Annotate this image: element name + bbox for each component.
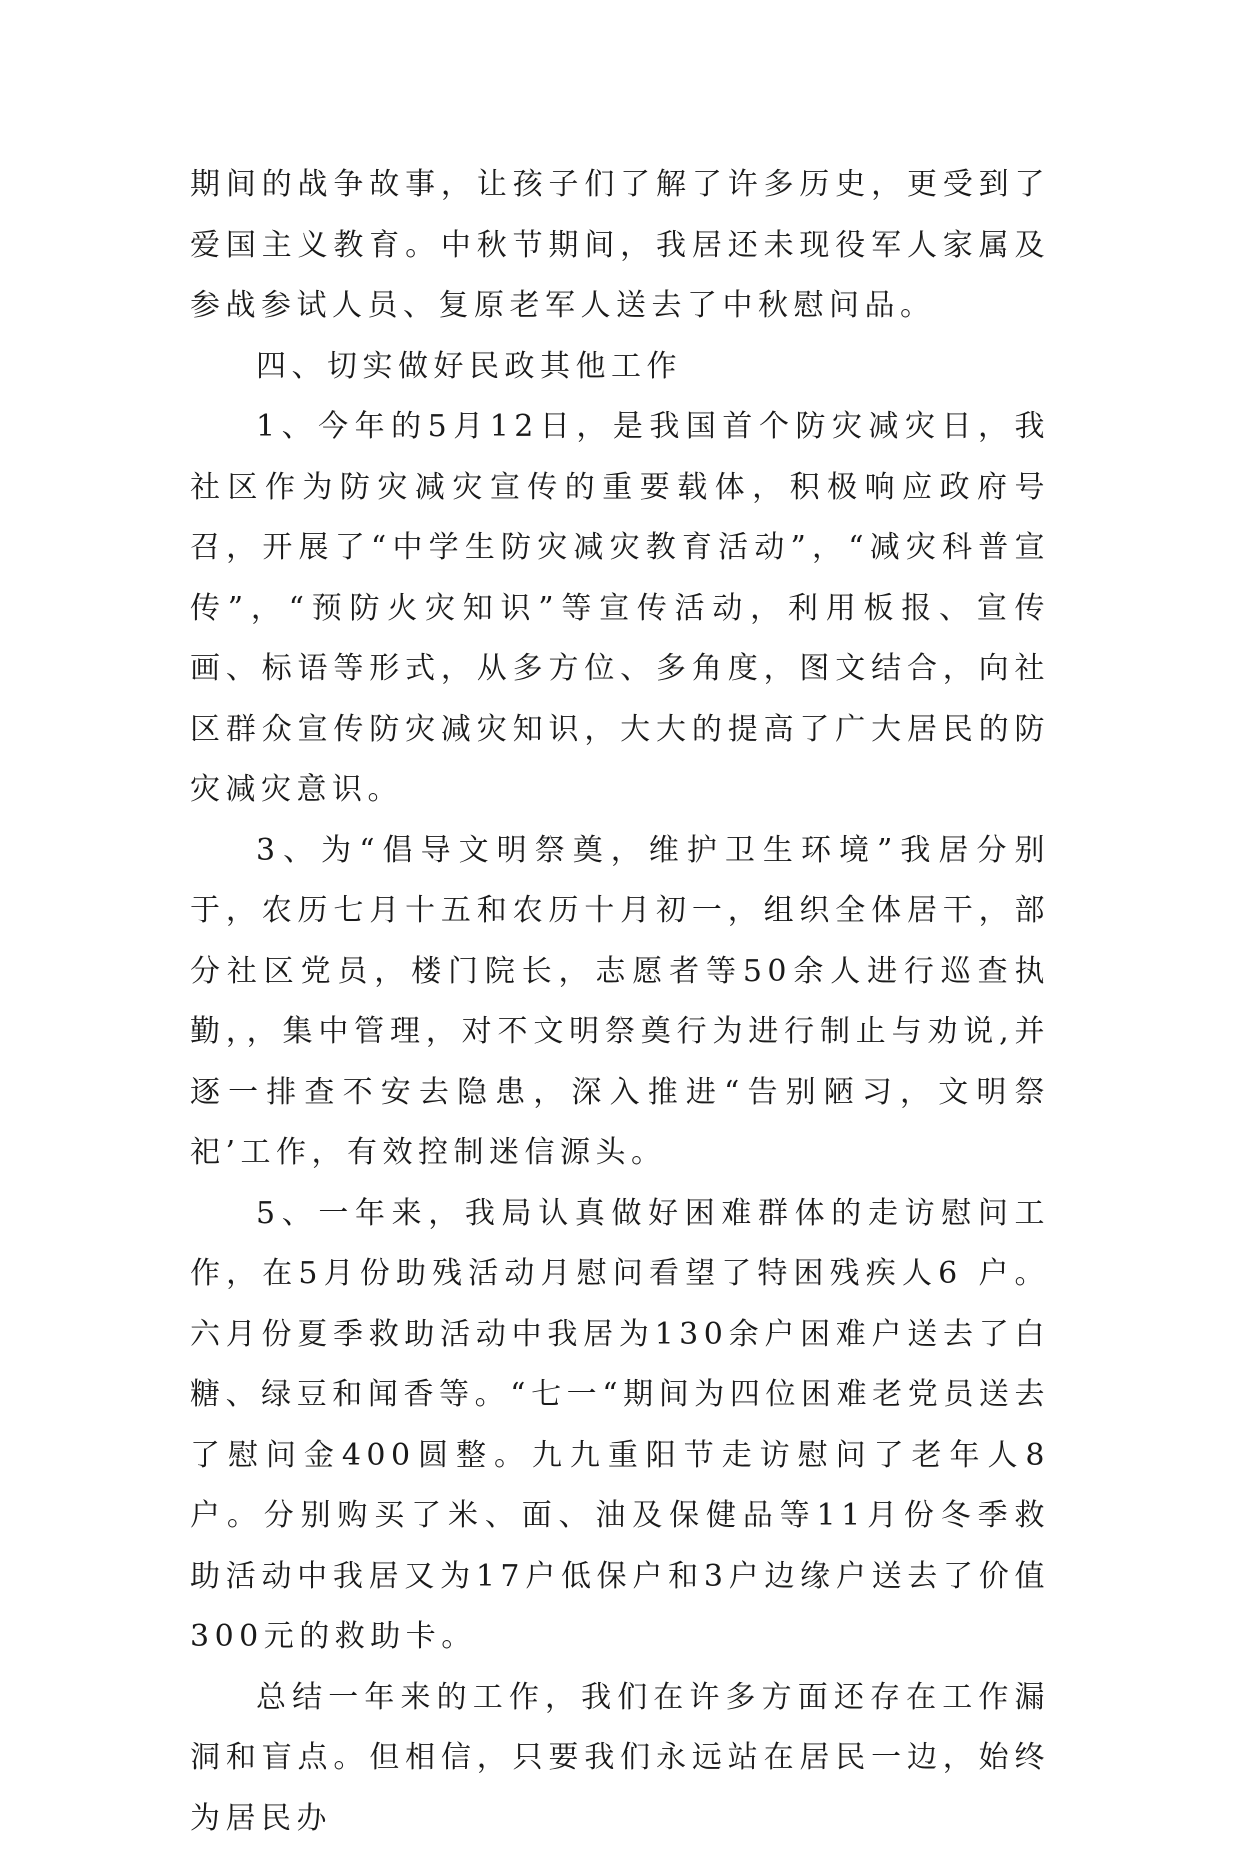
paragraph-summary: 总结一年来的工作，我们在许多方面还存在工作漏洞和盲点。但相信，只要我们永远站在居民一边，始终为居民办 [190, 1668, 1050, 1849]
paragraph-civilized-memorial: 3、为“倡导文明祭奠，维护卫生环境”我居分别于，农历七月十五和农历十月初一，组织全体居干，部分社区党员，楼门院长，志愿者等50余人进行巡查执勤，，集中管理，对不文明祭奠行为进行制止与劝说,并逐一排查不安去隐患，深入推进“告别陋习，文明祭祀’工作，有效控制迷信源头。 [190, 821, 1050, 1184]
paragraph-disaster-prevention: 1、今年的5月12日，是我国首个防灾减灾日，我社区作为防灾减灾宣传的重要载体，积极响应政府号召，开展了“中学生防灾减灾教育活动”，“减灾科普宣传”，“预防火灾知识”等宣传活动，利用板报、宣传画、标语等形式，从多方位、多角度，图文结合，向社区群众宣传防灾减灾知识，大大的提高了广大居民的防灾减灾意识。 [190, 397, 1050, 821]
section-heading-other-civil-affairs: 四、切实做好民政其他工作 [190, 337, 1050, 398]
document-body [190, 155, 1050, 1849]
paragraph-war-stories: 期间的战争故事，让孩子们了解了许多历史，更受到了爱国主义教育。中秋节期间，我居还未现役军人家属及参战参试人员、复原老军人送去了中秋慰问品。 [190, 155, 1050, 337]
paragraph-condolence-visits: 5、一年来，我局认真做好困难群体的走访慰问工作，在5月份助残活动月慰问看望了特困残疾人6 户。六月份夏季救助活动中我居为130余户困难户送去了白糖、绿豆和闻香等。“七一“期间为四位困难老党员送去了慰问金400圆整。九九重阳节走访慰问了老年人8户。分别购买了米、面、油及保健品等11月份冬季救助活动中我居又为17户低保户和3户边缘户送去了价值300元的救助卡。 [190, 1184, 1050, 1668]
